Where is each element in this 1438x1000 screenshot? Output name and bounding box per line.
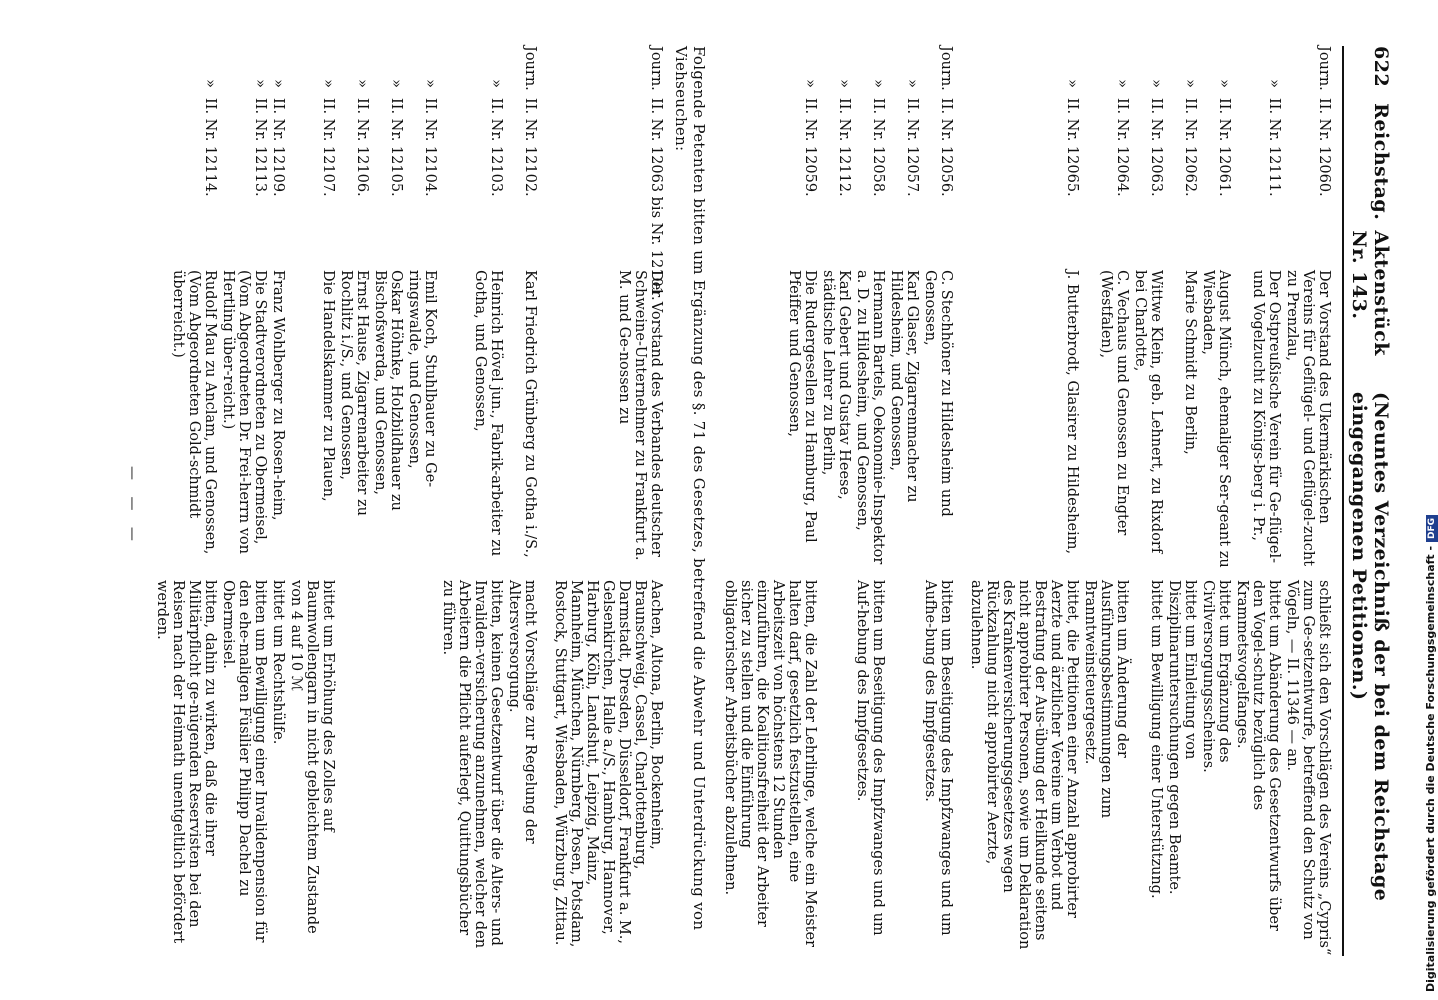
request: schließt sich den Vorschlägen des Vereins „Cypris“ zum Ge-setzentwurfe, betreffend den Schutz von Vögeln, — II. 11346 — an. [1284,580,1332,956]
journal-ref: II. Nr. 12107. [320,98,336,197]
page-number: 622 [1370,46,1392,88]
journal-prefix: » [1064,79,1080,88]
petition-entry [338,46,370,956]
journal-ref: II. Nr. 12064. [1114,98,1130,197]
petition-entry [888,46,920,956]
petitioner: Die Rudergesellen zu Hamburg, Paul Pfeiffer und Genossen, [786,270,818,543]
petition-entry [440,46,504,956]
request: bittet um Bewilligung einer Unterstützung. [1148,580,1164,899]
journal-prefix: » [1148,79,1164,88]
journal-ref: II. Nr. 12063 bis Nr. 12101. [648,98,664,301]
journal-ref: II. Nr. 12111. [1266,98,1282,197]
request [406,580,438,956]
petition-entry [1082,46,1130,956]
petition-entry [372,46,404,956]
petition-entry [722,46,818,956]
petition-entry [1132,46,1164,956]
petitioner: Ernst Hause, Zigarrenarbeiter zu Rochlitz i./S., und Genossen, [338,270,370,517]
journal-ref: II. Nr. 12113. [252,98,268,197]
petitioner: J. Butterbrodt, Glasirer zu Hildesheim, [1064,270,1080,555]
petitioner: Wittwe Klein, geb. Lehnert, zu Rixdorf bei Charlotte, [1132,270,1164,554]
petition-entry [552,46,664,956]
request: bittet um Einleitung von Disziplinaruntersuchungen gegen Beamte. [1166,580,1198,895]
request: bittet um Abänderung des Gesetzentwurfs über den Vogel-schutz bezüglich des Krammetsvogelfanges. [1234,580,1282,931]
petition-entry [270,46,286,956]
petitioner: Franz Wohlberger zu Rosen-heim, [270,270,286,521]
petition-entry [1200,46,1232,956]
journal-prefix: » [252,79,268,88]
petitioner: Emil Koch, Stuhlbauer zu Ge-ringswalde, und Genossen, [406,270,438,488]
rotated-content [42,46,1392,956]
journal-prefix: » [202,79,218,88]
request: bittet um Rechtshülfe. [270,580,286,745]
document-subtitle: (Neuntes Verzeichniß der bei dem Reichstage eingegangenen Petitionen.) [1348,392,1392,902]
petitioner: C. Vechaus und Genossen zu Engter (Westfalen), [1098,270,1130,536]
petition-block-4 [154,46,538,956]
petition-entry [820,46,852,956]
request [888,580,920,956]
journal-ref: II. Nr. 12102. [522,98,538,197]
request: macht Vorschläge zur Regelung der Altersversorgung. [506,580,538,844]
journal-prefix: » [320,79,336,88]
journal-ref: II. Nr. 12063. [1148,98,1164,197]
petitioner: Rudolf Mau zu Anclam, und Genossen, (Vom Abgeordneten Gold-schmidt überreicht.) [170,270,218,555]
journal-ref: II. Nr. 12061. [1216,98,1232,197]
journal-prefix: » [904,79,920,88]
journal-prefix: » [1216,79,1232,88]
journal-ref: II. Nr. 12062. [1182,98,1198,197]
journal-prefix: » [388,79,404,88]
petitioner: Hermann Bartels, Oekonomie-Inspektor a. D. zu Hildesheim, und Genossen, [854,270,886,565]
petition-block-2 [722,46,954,956]
petitioner: Karl Glaser, Zigarrenmacher zu Hildesheim, und Genossen, [888,270,920,503]
request [820,580,852,956]
journal-ref: II. Nr. 12059. [802,98,818,197]
petitioner: Die Handelskammer zu Plauen, [320,270,336,502]
journal-prefix: » [422,79,438,88]
journal-ref: II. Nr. 12065. [1064,98,1080,197]
petition-entry [288,46,336,956]
journal-prefix: » [1266,79,1282,88]
journal-prefix: Journ. [522,46,538,91]
petitioner: Marie Schmidt zu Berlin, [1182,270,1198,455]
petition-entry [1234,46,1282,956]
request: bitten um Bewilligung einer Invalidenpension für den ehe-maligen Füsilier Philipp Dachel zu Obermeisel. [220,580,268,943]
journal-ref: II. Nr. 12057. [904,98,920,197]
closing-dashes: — — — [124,466,140,547]
petitioner: Oskar Höhnke, Holzbildhauer zu Bischofswerda, und Genossen, [372,270,404,511]
request: bitten um Änderung der Ausführungsbestimmungen zum Branntweinsteuergesetz. [1082,580,1130,819]
journal-ref: II. Nr. 12105. [388,98,404,197]
section-intro: Folgende Petenten bitten um Ergänzung des §. 71 des Gesetzes, betreffend die Abwehr und Unterdrückung von Viehseuchen: [672,46,708,931]
request: bittet um Erhöhung des Zolles auf Baumwollengarn in nicht gebleichtem Zustande von 4 auf 10 ℳ [288,580,336,934]
petition-entry [506,46,538,956]
petitioner: Karl Gebert und Gustav Heese, städtische Lehrer zu Berlin, [820,270,852,500]
journal-ref: II. Nr. 12056. [938,98,954,197]
request: bitten, dahin zu wirken, daß die ihrer Militärpflicht ge-nügenden Reservisten bei den Reisen nach der Heimath unentgeltlich befördert werden. [154,580,218,944]
petition-entry [154,46,218,956]
request: bitten um Beseitigung des Impfzwanges und um Auf-hebung des Impfgesetzes. [854,580,886,936]
petition-entry [406,46,438,956]
request: bittet um Ergänzung des Civilversorgungsscheines. [1200,580,1232,773]
document-title: Aktenstück Nr. 143. [1348,230,1392,356]
petition-entry [220,46,268,956]
page-header [1348,46,1392,956]
petition-entry [922,46,954,956]
journal-prefix: » [354,79,370,88]
petitioner: Der Vorstand des Verbandes deutscher Schweine-Unternehmer zu Frankfurt a. M. und Ge-nossen zu [616,270,664,561]
request: bitten, die Zahl der Lehrlinge, welche ein Meister halten darf, gesetzlich festzustellen, eine Arbeitszeit von höchstens 12 Stunden einzuführen, die Koalitionsfreiheit der Arbeiter sicher zu stellen und die Einführung obligatorischer Arbeitsbücher abzulehnen. [722,580,818,947]
journal-prefix: » [1182,79,1198,88]
petition-entry [968,46,1080,956]
journal-prefix: » [488,79,504,88]
journal-prefix: » [802,79,818,88]
journal-prefix: Journ. [938,46,954,91]
request: bitten, keinen Gesetzentwurf über die Alters- und Invaliden-versicherung anzunehmen, welcher den Arbeitern die Pflicht auferlegt, Quittungsbücher zu führen. [440,580,504,949]
petitioner: C. Stechhöner zu Hildesheim und Genossen, [922,270,954,517]
journal-ref: II. Nr. 12114. [202,98,218,197]
dfg-logo: DFG [1426,515,1438,542]
journal-ref: II. Nr. 12109. [270,98,286,197]
request [372,580,404,956]
header-rule [1342,46,1344,956]
journal-prefix: » [270,79,286,88]
journal-prefix: » [870,79,886,88]
petition-entry [854,46,886,956]
journal-prefix: Journ. [1316,46,1332,91]
journal-ref: II. Nr. 12112. [836,98,852,197]
petitioner: Der Ostpreußische Verein für Ge-flügel- und Vogelzucht zu Königs-berg i. Pr., [1250,270,1282,563]
journal-prefix: » [836,79,852,88]
section-name: Reichstag. [1370,103,1392,221]
digitization-text: Digitalisierung gefördert durch die Deutsche Forschungsgemeinschaft - [1424,545,1437,992]
petitioner: Heinrich Hövel jun., Fabrik-arbeiter zu Gotha, und Genossen, [472,270,504,557]
petition-block-3 [552,46,664,956]
petition-block-1 [968,46,1332,956]
digitization-note [1424,515,1438,992]
journal-prefix: Journ. [648,46,664,91]
petition-entry [1284,46,1332,956]
journal-ref: II. Nr. 12060. [1316,98,1332,197]
journal-ref: II. Nr. 12103. [488,98,504,197]
request: bitten um Beseitigung des Impfzwanges und um Aufhe-bung des Impfgesetzes. [922,580,954,936]
petitioner: Karl Friedrich Grünberg zu Gotha i./S., [522,270,538,558]
petitioner: Der Vorstand des Ukermärkischen Vereins für Geflügel- und Geflügel-zucht zu Prenzlau, [1284,270,1332,567]
petitioner: Die Stadtverordneten zu Obermeisel, (Vom Abgeordneten Dr. Frei-herrn von Hertling über-reicht.) [220,270,268,555]
journal-prefix: » [1114,79,1130,88]
petitioner: August Münch, ehemaliger Ser-geant zu Wiesbaden, [1200,270,1232,568]
request: Aachen, Altona, Berlin, Bockenheim, Braunschweig, Cassel, Charlottenburg, Darmstadt, Dresden, Düsseldorf, Frankfurt a. M., Gelsenkirchen, Halle a./S., Hamburg, Hannover, Harburg, Köln, Landshut, Leipzig, Mainz, Mannheim, München, Nürnberg, Posen, Potsdam, Rostock, Stuttgart, Wiesbaden, Würzburg, Zittau. [552,580,664,948]
journal-ref: II. Nr. 12106. [354,98,370,197]
petition-entry [1166,46,1198,956]
request: bittet, die Petitionen einer Anzahl approbirter Aerzte und ärztlicher Vereine um Verbot und Bestrafung der Aus-übung der Heilkunde seitens nicht approbirter Personen, sowie um Deklaration des Krankenversicherungsgesetzes wegen Rückzahlung nicht approbirter Aerzte, abzulehnen. [968,580,1080,950]
journal-ref: II. Nr. 12104. [422,98,438,197]
request [338,580,370,956]
journal-ref: II. Nr. 12058. [870,98,886,197]
